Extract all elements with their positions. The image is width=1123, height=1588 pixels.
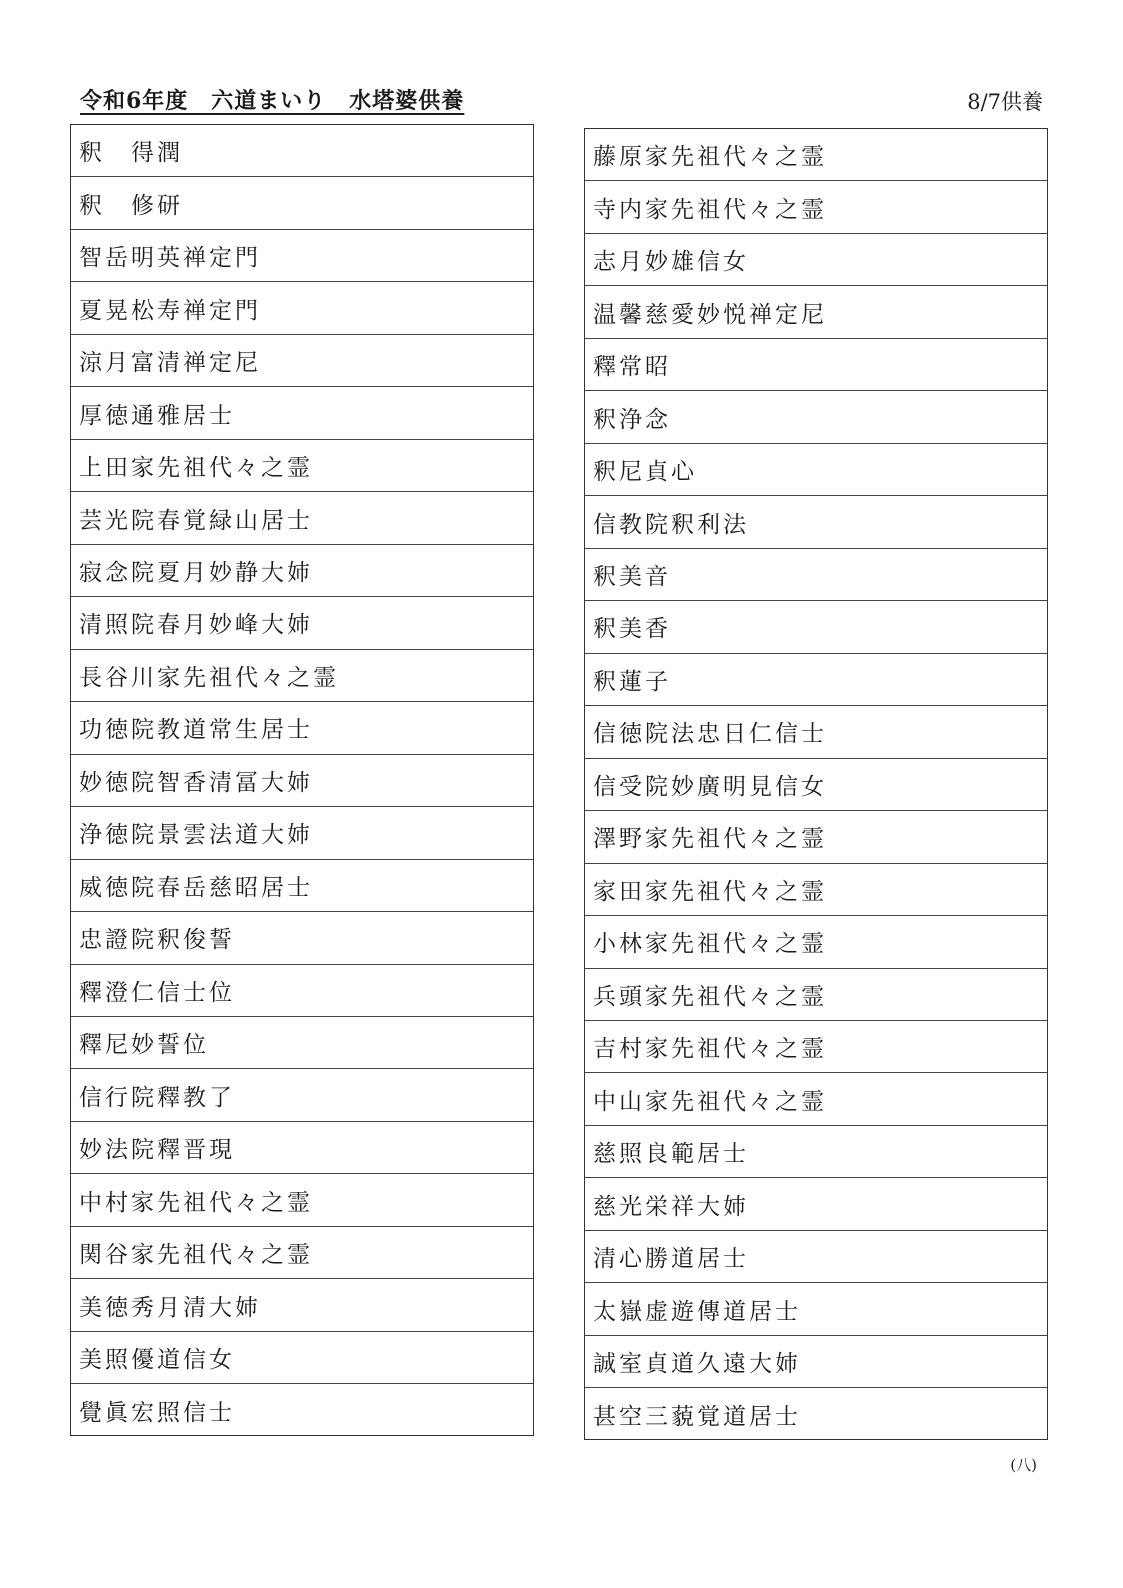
list-item: 浄徳院景雲法道大姉 (71, 807, 533, 859)
list-item: 美照優道信女 (71, 1332, 533, 1384)
list-item: 釈美香 (585, 601, 1047, 653)
list-item: 寺内家先祖代々之霊 (585, 181, 1047, 233)
list-item: 釈蓮子 (585, 654, 1047, 706)
list-item: 釈浄念 (585, 391, 1047, 443)
list-item: 忠證院釈俊誓 (71, 912, 533, 964)
list-item: 厚徳通雅居士 (71, 387, 533, 439)
list-item: 温馨慈愛妙悦禅定尼 (585, 286, 1047, 338)
list-item: 威徳院春岳慈昭居士 (71, 860, 533, 912)
list-item: 芸光院春覚緑山居士 (71, 492, 533, 544)
list-item: 釋尼妙誓位 (71, 1017, 533, 1069)
list-item: 信徳院法忠日仁信士 (585, 706, 1047, 758)
page-number: (八) (1010, 1456, 1037, 1474)
list-item: 長谷川家先祖代々之霊 (71, 650, 533, 702)
list-item: 中村家先祖代々之霊 (71, 1174, 533, 1226)
list-item: 関谷家先祖代々之霊 (71, 1227, 533, 1279)
list-item: 志月妙雄信女 (585, 234, 1047, 286)
list-item: 智岳明英禅定門 (71, 230, 533, 282)
list-item: 兵頭家先祖代々之霊 (585, 969, 1047, 1021)
name-list-left (70, 124, 534, 1436)
list-item: 小林家先祖代々之霊 (585, 916, 1047, 968)
list-item: 釈 得潤 (71, 125, 533, 177)
name-list-right (584, 128, 1048, 1440)
list-item: 中山家先祖代々之霊 (585, 1073, 1047, 1125)
list-item: 釈美音 (585, 549, 1047, 601)
list-item: 信行院釋教了 (71, 1069, 533, 1121)
list-item: 功徳院教道常生居士 (71, 702, 533, 754)
list-item: 家田家先祖代々之霊 (585, 864, 1047, 916)
list-item: 釈 修研 (71, 177, 533, 229)
list-item: 慈照良範居士 (585, 1126, 1047, 1178)
list-item: 夏晃松寿禅定門 (71, 282, 533, 334)
list-item: 信教院釈利法 (585, 496, 1047, 548)
list-item: 涼月富清禅定尼 (71, 335, 533, 387)
list-item: 澤野家先祖代々之霊 (585, 811, 1047, 863)
service-date-label: 8/7供養 (967, 90, 1043, 114)
list-item: 釋澄仁信士位 (71, 965, 533, 1017)
list-item: 甚空三藐覚道居士 (593, 1403, 801, 1430)
list-item: 誠室貞道久遠大姉 (585, 1336, 1047, 1388)
list-item: 釈尼貞心 (585, 444, 1047, 496)
list-item: 清心勝道居士 (585, 1231, 1047, 1283)
list-item: 覺眞宏照信士 (79, 1399, 235, 1426)
list-item: 妙徳院智香清冨大姉 (71, 755, 533, 807)
list-item: 吉村家先祖代々之霊 (585, 1021, 1047, 1073)
list-item: 妙法院釋晋現 (71, 1122, 533, 1174)
list-item: 慈光栄祥大姉 (585, 1178, 1047, 1230)
page-title: 令和6年度 六道まいり 水塔婆供養 (80, 88, 465, 114)
list-item: 釋常昭 (585, 339, 1047, 391)
list-item: 太嶽虚遊傳道居士 (585, 1283, 1047, 1335)
list-item: 美徳秀月清大姉 (71, 1279, 533, 1331)
list-item: 寂念院夏月妙静大姉 (71, 545, 533, 597)
list-item: 藤原家先祖代々之霊 (585, 129, 1047, 181)
list-item: 信受院妙廣明見信女 (585, 759, 1047, 811)
list-item: 清照院春月妙峰大姉 (71, 597, 533, 649)
list-item: 上田家先祖代々之霊 (71, 440, 533, 492)
